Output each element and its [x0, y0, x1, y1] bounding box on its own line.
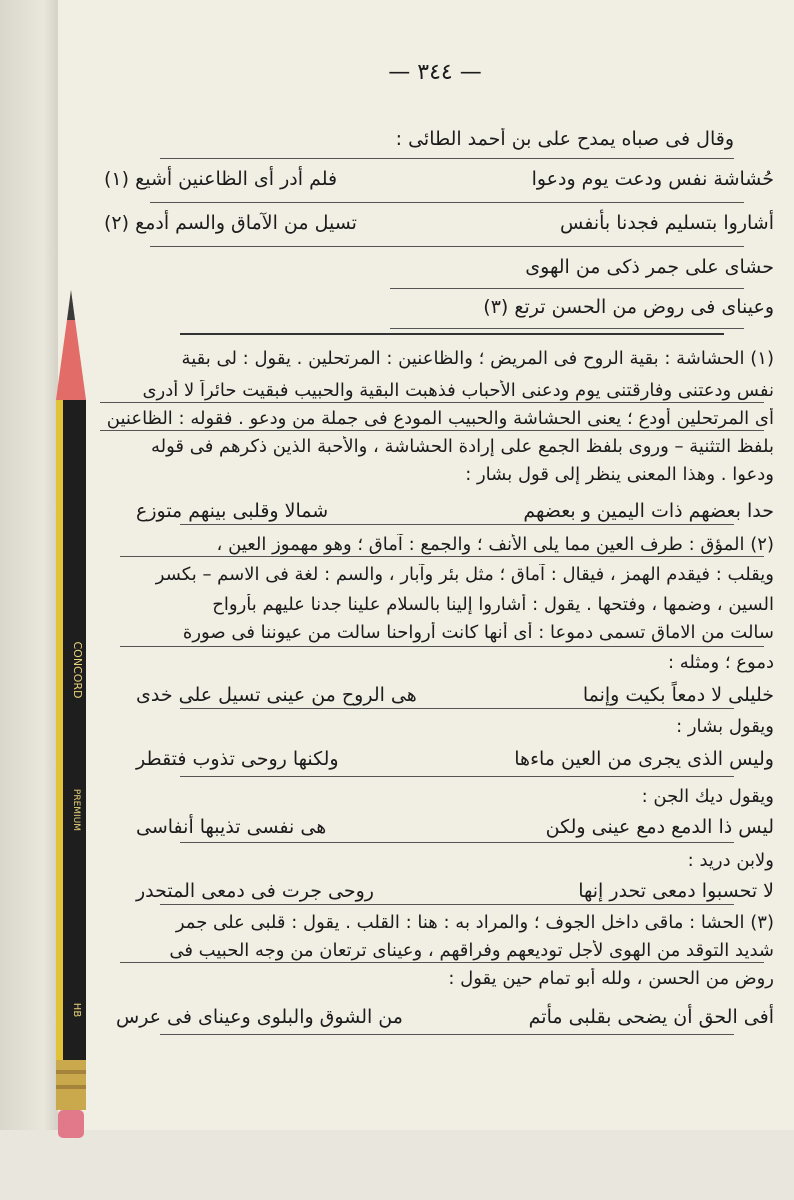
note-3-line-1: (٣) الحشا : ماقى داخل الجوف ؛ والمراد به : هنا : القلب . يقول : قلبى على جمر [175, 912, 774, 933]
pencil-grade: HB [71, 1002, 82, 1018]
verse-bashar-2-right: وليس الذى يجرى من العين ماءها [514, 748, 774, 770]
note-1-line-2: نفس ودعتنى وفارقتنى يوم ودعنى الأحباب فذهبت البقية والحبيب فبقيت حائراً لا أدرى [142, 380, 774, 401]
verse-bashar [96, 500, 774, 526]
verse-bashar-right: حدا بعضهم ذات اليمين و بعضهم [523, 500, 774, 522]
verse-bashar-2 [96, 748, 774, 774]
verse-durayd [96, 880, 774, 906]
verse-durayd-left: روحى جرت فى دمعى المتحدر [136, 880, 374, 902]
verse-4 [96, 296, 774, 324]
note-1-line-5: ودعوا . وهذا المعنى ينظر إلى قول بشار : [465, 464, 774, 485]
verse-example-right: خليلى لا دمعاً بكيت وإنما [582, 684, 774, 706]
pencil-lead [67, 290, 75, 320]
verse-4-right: وعيناى فى روض من الحسن ترتع (٣) [483, 296, 774, 318]
note-1-line-3: أى المرتحلين أودع ؛ يعنى الحشاشة والحبيب المودع فى جملة من ودعو . فقوله : الظاعنين [106, 408, 774, 429]
verse-abu-tammam-right: أفى الحق أن يضحى بقلبى مأتم [528, 1006, 774, 1028]
note-2-line-5: دموع ؛ ومثله : [667, 652, 774, 673]
pencil-brand-2: PREMIUM [71, 788, 81, 832]
note-3-line-3: روض من الحسن ، ولله أبو تمام حين يقول : [448, 968, 774, 989]
verse-bashar-2-left: ولكنها روحى تذوب فتقطر [136, 748, 339, 770]
note-2-line-3: السين ، وضمها ، وفتحها . يقول : أشاروا إلينا بالسلام علينا جدنا عليهم بأرواح [212, 594, 774, 615]
note-1-line-1: (١) الحشاشة : بقية الروح فى المريض ؛ والظاعنين : المرتحلين . يقول : لى بقية [181, 348, 774, 369]
label-durayd: ولابن دريد : [687, 850, 774, 871]
pencil-eraser [58, 1110, 84, 1138]
verse-example [96, 684, 774, 710]
verse-example-left: هى الروح من عينى تسيل على خدى [136, 684, 417, 706]
verse-dik-left: هى نفسى تذيبها أنفاسى [136, 816, 327, 838]
verse-1 [96, 168, 774, 196]
note-1-line-4: بلفظ التثنية – وروى بلفظ الجمع على إرادة الحشاشة ، والأحبة الذين ذكرهم فى قوله [150, 436, 774, 457]
note-2-line-2: ويقلب : فيقدم الهمز ، فيقال : آماق ؛ مثل بئر وآبار ، والسم : لغة فى الاسم – بكسر [155, 564, 774, 585]
pencil-red-sharpened [56, 320, 86, 400]
table-surface [0, 1130, 794, 1200]
verse-abu-tammam-left: من الشوق والبلوى وعيناى فى عرس [116, 1006, 403, 1028]
note-3-line-2: شديد التوقد من الهوى لأجل توديعهم وفراقهم ، وعيناى ترتعان من وجه الحبيب فى [169, 940, 774, 961]
verse-2 [96, 212, 774, 240]
verse-2-right: أشاروا بتسليم فجدنا بأنفس [560, 212, 774, 234]
verse-3-right: حشاى على جمر ذكى من الهوى [525, 256, 774, 278]
verse-dik-right: ليس ذا الدمع دمع عينى ولكن [545, 816, 774, 838]
pencil [52, 290, 90, 1140]
footnote-separator [180, 333, 724, 335]
note-2-line-1: (٢) المؤق : طرف العين مما يلى الأنف ؛ والجمع : آماق ؛ وهو مهموز العين ، [216, 534, 774, 555]
verse-dik [96, 816, 774, 842]
note-2-line-4: سالت من الاماق تسمى دموعا : أى أنها كانت أرواحنا سالت من عيوننا فى صورة [182, 622, 774, 643]
label-dik: ويقول ديك الجن : [641, 786, 774, 807]
verse-1-left: فلم أدر أى الظاعنين أشيع (١) [104, 168, 338, 190]
verse-bashar-left: شمالا وقلبى بينهم متوزع [136, 500, 329, 522]
intro-line: وقال فى صباه يمدح على بن أحمد الطائى : [395, 128, 734, 150]
verse-3 [96, 256, 774, 284]
verse-durayd-right: لا تحسبوا دمعى تحدر إنها [578, 880, 774, 902]
verse-2-left: تسيل من الآماق والسم أدمع (٢) [104, 212, 357, 234]
page-number: — ٣٤٤ — [388, 60, 482, 85]
pencil-yellow-edge [56, 400, 63, 1060]
label-bashar: ويقول بشار : [676, 716, 774, 737]
verse-1-right: حُشاشة نفس ودعت يوم ودعوا [531, 168, 774, 190]
pencil-brand: CONCORD [71, 641, 84, 699]
verse-abu-tammam [96, 1006, 774, 1032]
